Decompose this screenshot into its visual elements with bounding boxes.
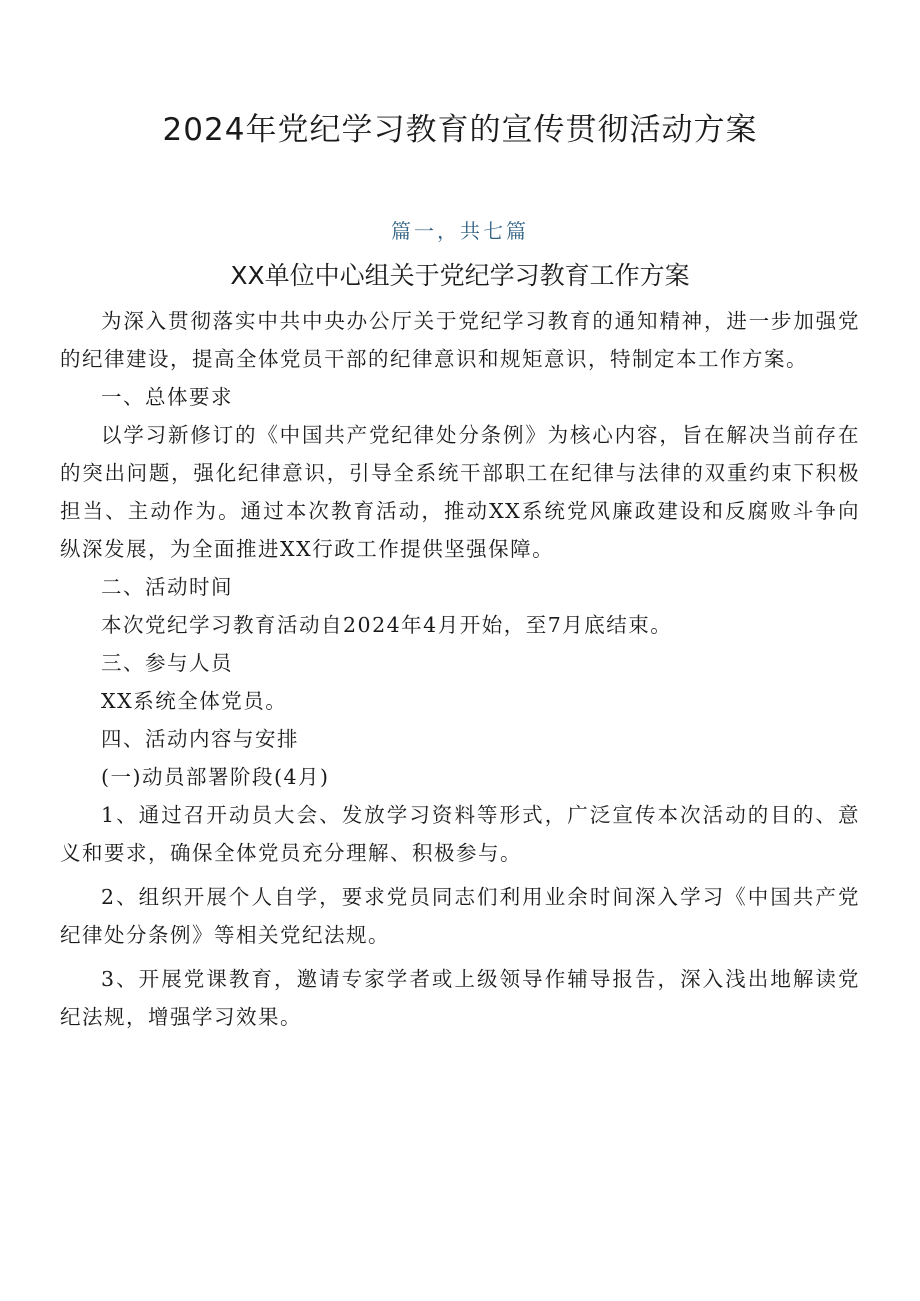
intro-paragraph: 为深入贯彻落实中共中央办公厅关于党纪学习教育的通知精神，进一步加强党的纪律建设，提高全体党员干部的纪律意识和规矩意识，特制定本工作方案。 xyxy=(60,309,860,371)
participants-paragraph: XX系统全体党员。 xyxy=(101,689,288,713)
document-body xyxy=(60,302,860,1036)
heading-general-requirements: 一、总体要求 xyxy=(101,385,233,409)
section-title: XX单位中心组关于党纪学习教育工作方案 xyxy=(230,261,690,290)
activity-time-paragraph: 本次党纪学习教育活动自2024年4月开始，至7月底结束。 xyxy=(101,613,673,637)
list-item: 3、开展党课教育，邀请专家学者或上级领导作辅导报告，深入浅出地解读党纪法规，增强学习效果。 xyxy=(60,967,860,1029)
part-label: 篇一，共七篇 xyxy=(391,219,529,243)
document-title: 2024年党纪学习教育的宣传贯彻活动方案 xyxy=(162,112,758,148)
heading-activity-time: 二、活动时间 xyxy=(101,575,233,599)
list-item: 2、组织开展个人自学，要求党员同志们利用业余时间深入学习《中国共产党纪律处分条例》等相关党纪法规。 xyxy=(60,885,860,947)
heading-participants: 三、参与人员 xyxy=(101,651,233,675)
list-item: 1、通过召开动员大会、发放学习资料等形式，广泛宣传本次活动的目的、意义和要求，确保全体党员充分理解、积极参与。 xyxy=(60,803,860,865)
subheading-mobilization-stage: (一)动员部署阶段(4月) xyxy=(101,765,330,789)
heading-content-arrangement: 四、活动内容与安排 xyxy=(101,727,299,751)
general-requirements-paragraph: 以学习新修订的《中国共产党纪律处分条例》为核心内容，旨在解决当前存在的突出问题，强化纪律意识，引导全系统干部职工在纪律与法律的双重约束下积极担当、主动作为。通过本次教育活动，推动XX系统党风廉政建设和反腐败斗争向纵深发展，为全面推进XX行政工作提供坚强保障。 xyxy=(60,423,860,561)
